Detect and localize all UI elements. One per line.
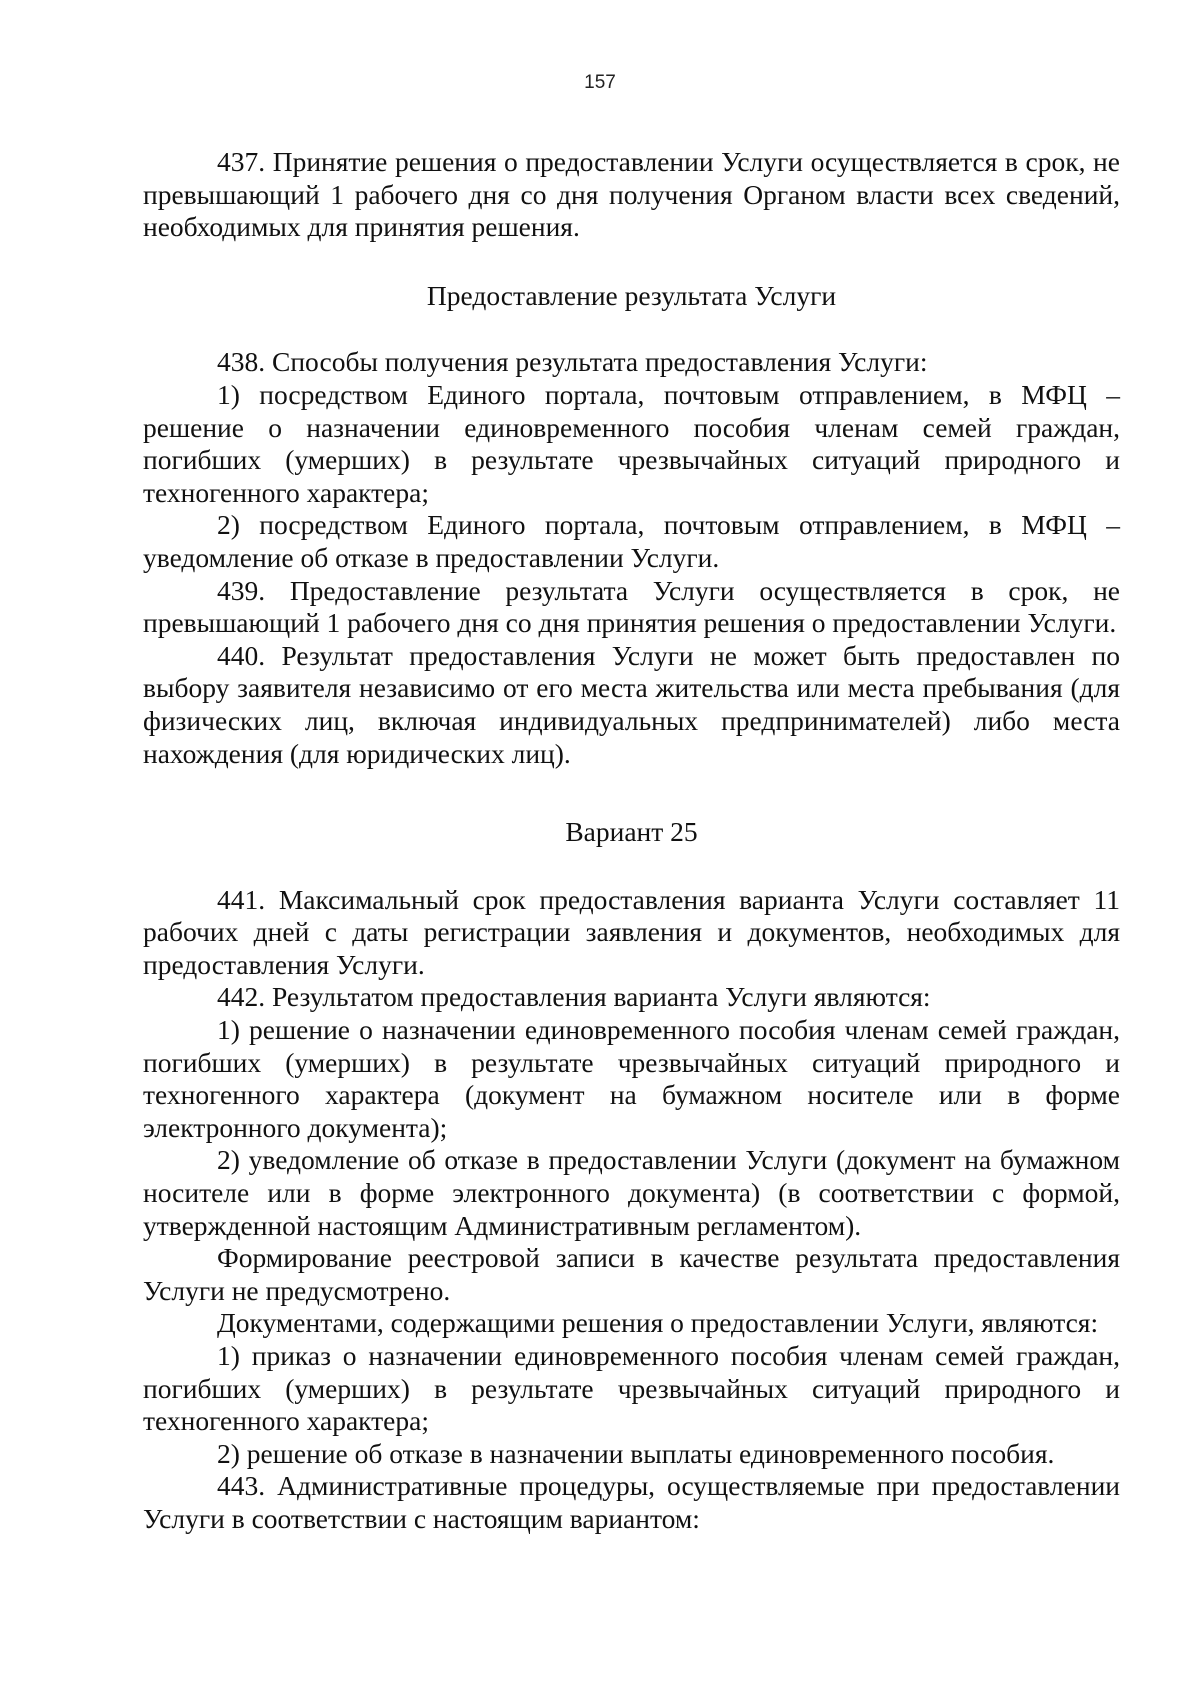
paragraph-documents-item-2: 2) решение об отказе в назначении выплаты единовременного пособия. bbox=[217, 1437, 1055, 1469]
section-heading-variant: Вариант 25 bbox=[565, 816, 698, 848]
paragraph-438-item-1: 1) посредством Единого портала, почтовым отправлением, в МФЦ – решение о назначении единовременного пособия членам семей граждан, погибших (умерших) в результате чрезвычайных ситуаций природного и техногенного характера; bbox=[143, 378, 1120, 508]
paragraph-documents: Документами, содержащими решения о предоставлении Услуги, являются: bbox=[217, 1307, 1099, 1339]
paragraph-442-item-1: 1) решение о назначении единовременного пособия членам семей граждан, погибших (умерших) в результате чрезвычайных ситуаций природного и техногенного характера (документ на бумажном носителе или в форме электронного документа); bbox=[143, 1014, 1120, 1143]
paragraph-440: 440. Результат предоставления Услуги не может быть предоставлен по выбору заявителя независимо от его места жительства или места пребывания (для физических лиц, включая индивидуальных предпринимателей) либо места нахождения (для юридических лиц). bbox=[143, 639, 1120, 769]
paragraph-documents-item-1: 1) приказ о назначении единовременного пособия членам семей граждан, погибших (умерших) в результате чрезвычайных ситуаций природного и техногенного характера; bbox=[143, 1340, 1120, 1437]
paragraph-441: 441. Максимальный срок предоставления варианта Услуги составляет 11 рабочих дней с даты регистрации заявления и документов, необходимых для предоставления Услуги. bbox=[143, 883, 1120, 980]
paragraph-438-item-2: 2) посредством Единого портала, почтовым отправлением, в МФЦ – уведомление об отказе в предоставлении Услуги. bbox=[143, 509, 1120, 573]
paragraph-438: 438. Способы получения результата предоставления Услуги: bbox=[217, 346, 928, 378]
page-number: 157 bbox=[584, 72, 616, 93]
paragraph-443: 443. Административные процедуры, осуществляемые при предоставлении Услуги в соответствии с настоящим вариантом: bbox=[143, 1470, 1120, 1534]
paragraph-437: 437. Принятие решения о предоставлении Услуги осуществляется в срок, не превышающий 1 рабочего дня со дня получения Органом власти всех сведений, необходимых для принятия решения. bbox=[143, 146, 1120, 243]
paragraph-439: 439. Предоставление результата Услуги осуществляется в срок, не превышающий 1 рабочего дня со дня принятия решения о предоставлении Услуги. bbox=[143, 574, 1120, 639]
document-body bbox=[143, 146, 1120, 1536]
paragraph-442: 442. Результатом предоставления варианта Услуги являются: bbox=[217, 981, 931, 1013]
paragraph-registry: Формирование реестровой записи в качестве результата предоставления Услуги не предусмотрено. bbox=[143, 1242, 1120, 1306]
section-heading-result: Предоставление результата Услуги bbox=[426, 279, 837, 311]
paragraph-442-item-2: 2) уведомление об отказе в предоставлении Услуги (документ на бумажном носителе или в форме электронного документа) (в соответствии с формой, утвержденной настоящим Административным регламентом). bbox=[143, 1144, 1120, 1241]
